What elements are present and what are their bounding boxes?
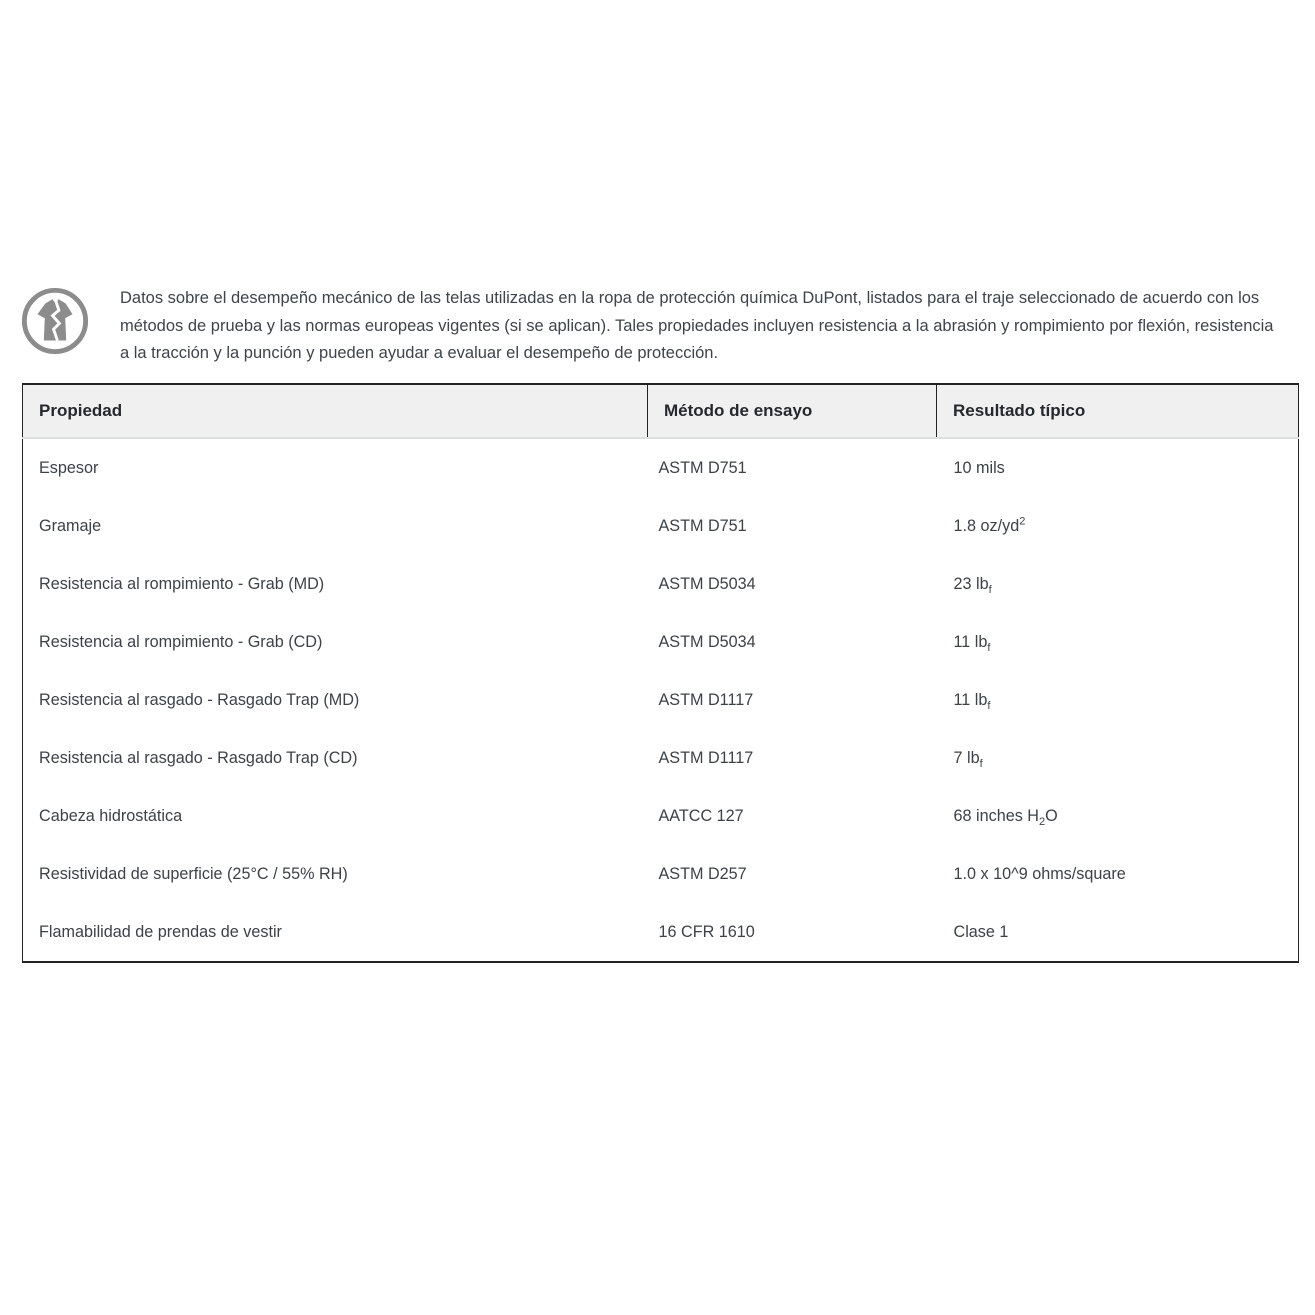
method-cell: ASTM D257: [658, 864, 747, 883]
method-cell: AATCC 127: [658, 806, 744, 825]
result-cell: [937, 729, 1299, 787]
result-cell: [937, 671, 1299, 729]
property-cell: Espesor: [39, 458, 99, 477]
property-cell: Flamabilidad de prendas de vestir: [39, 922, 282, 941]
method-cell: ASTM D751: [658, 458, 747, 477]
result-cell: [937, 903, 1299, 962]
result-subscript: 2: [1038, 815, 1046, 828]
result-cell: [937, 555, 1299, 613]
table-row: [23, 729, 1299, 787]
result-cell: [937, 438, 1299, 497]
method-cell: ASTM D1117: [658, 748, 754, 767]
torn-shirt-icon: [20, 286, 90, 356]
property-cell: Gramaje: [39, 516, 102, 535]
result-text: 23 lb: [953, 574, 989, 593]
method-cell: ASTM D751: [658, 516, 747, 535]
table-header-row: [23, 384, 1299, 438]
torn-shirt-icon-svg: [20, 286, 90, 356]
property-cell: Resistencia al rompimiento - Grab (CD): [39, 632, 323, 651]
result-superscript: 2: [1019, 515, 1026, 528]
column-header-result: Resultado típico: [937, 384, 1299, 438]
mechanical-properties-table: [22, 383, 1298, 963]
result-text: 11 lb: [953, 632, 988, 651]
property-cell: Resistividad de superficie (25°C / 55% RH): [39, 864, 348, 883]
property-cell: Resistencia al rompimiento - Grab (MD): [39, 574, 325, 593]
column-header-property: Propiedad: [23, 384, 648, 438]
property-cell: Resistencia al rasgado - Rasgado Trap (MD): [39, 690, 360, 709]
result-subscript: f: [987, 641, 991, 654]
result-cell: [937, 497, 1299, 555]
result-subscript: f: [987, 699, 991, 712]
result-text: 1.8 oz/yd: [953, 516, 1020, 535]
table-row: [23, 903, 1299, 962]
table-row: [23, 497, 1299, 555]
table-row: [23, 845, 1299, 903]
result-cell: [937, 787, 1299, 845]
method-cell: ASTM D5034: [658, 574, 756, 593]
property-cell: Cabeza hidrostática: [39, 806, 183, 825]
table-row: [23, 438, 1299, 497]
table-row: [23, 613, 1299, 671]
intro-paragraph: Datos sobre el desempeño mecánico de las telas utilizadas en la ropa de protección química DuPont, listados para el traje seleccionado de acuerdo con los métodos de prueba y las normas europeas vigentes (si se aplican). Tales propiedades incluyen resistencia a la abrasión y rompimiento por flexión, resistencia a la tracción y la punción y pueden ayudar a evaluar el desempeño de protección.: [120, 289, 1274, 362]
property-cell: Resistencia al rasgado - Rasgado Trap (CD): [39, 748, 358, 767]
result-text: 7 lb: [953, 748, 980, 767]
result-text: 11 lb: [953, 690, 988, 709]
table-row: [23, 671, 1299, 729]
table-row: [23, 787, 1299, 845]
method-cell: ASTM D1117: [658, 690, 754, 709]
result-subscript: f: [979, 757, 983, 770]
result-cell: [937, 613, 1299, 671]
method-cell: 16 CFR 1610: [658, 922, 755, 941]
column-header-method: Método de ensayo: [648, 384, 937, 438]
method-cell: ASTM D5034: [658, 632, 756, 651]
result-cell: [937, 845, 1299, 903]
result-text: 1.0 x 10^9 ohms/square: [953, 864, 1126, 883]
table-row: [23, 555, 1299, 613]
result-text: 10 mils: [953, 458, 1005, 477]
result-subscript: f: [988, 583, 992, 596]
result-text-post: O: [1045, 806, 1058, 825]
result-text: Clase 1: [953, 922, 1009, 941]
result-text: 68 inches H: [953, 806, 1039, 825]
